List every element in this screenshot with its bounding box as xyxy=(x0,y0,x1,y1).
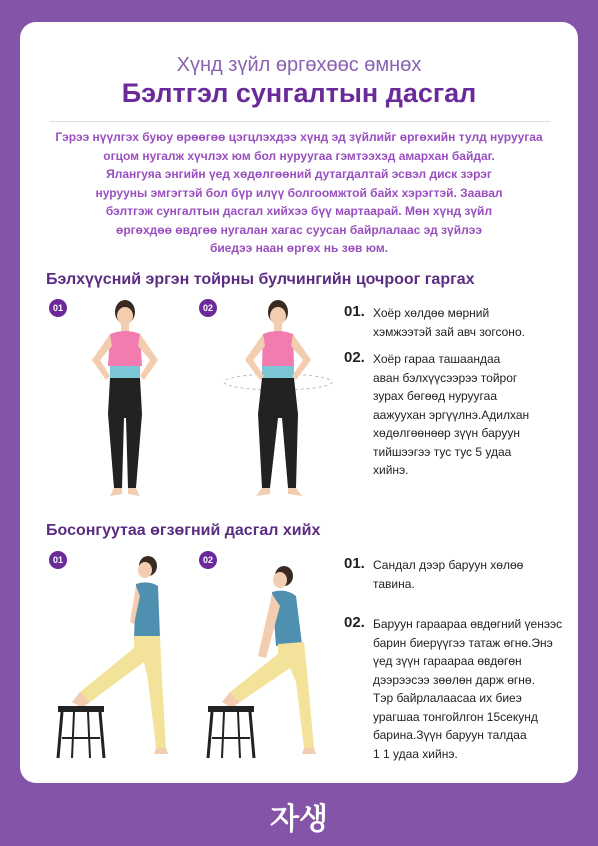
intro-line: нурууны эмгэгтэй бол бүр илүү болгоомжтой байх хэрэгтэй. Заавал xyxy=(95,185,503,200)
section1-title: Бэлхүүсний эргэн тойрны булчингийн цочроог гаргах xyxy=(46,271,475,288)
step-line: аажуухан эргүүлнэ.Адилхан xyxy=(373,407,530,422)
step-line: барин биерүүгээ татаж өгнө.Энэ xyxy=(373,635,553,650)
step-badge: 02 xyxy=(199,299,217,317)
step-item xyxy=(344,304,564,341)
step-line: 1 1 удаа хийнэ. xyxy=(373,746,458,761)
step-line: дээрээсээ зөөлөн дарж өгнө. xyxy=(373,672,535,687)
step-text xyxy=(373,556,564,593)
step-line: тавина. xyxy=(373,576,415,591)
step-number: 02. xyxy=(344,349,365,366)
page-title: Бэлтгэл сунгалтын дасгал xyxy=(121,78,477,108)
intro-line: огцом нугалж хүчлэх юм бол нуруугаа гэмтээхэд амархан байдаг. xyxy=(103,148,495,163)
step-line: Хоёр гараа ташаандаа xyxy=(373,352,501,366)
step-line: хөдөлгөөнөөр зүүн баруун xyxy=(373,426,520,440)
step-number: 01. xyxy=(344,555,365,572)
step-line: тийшээгээ тус тус 5 удаа xyxy=(373,444,512,459)
title-divider xyxy=(50,121,550,122)
step-text xyxy=(373,615,564,763)
step-item xyxy=(344,615,564,763)
content-card xyxy=(20,22,578,783)
step-line: Тэр байрлалаасаа их биеэ xyxy=(373,691,522,705)
step-line: аван бэлхүүсээрээ тойрог xyxy=(373,370,518,385)
step-badge: 02 xyxy=(199,551,217,569)
intro-line: Гэрээ нүүлгэх буюу өрөөгөө цэгцлэхдээ хүнд эд зүйлийг өргөхийн тулд нуруугаа xyxy=(55,130,543,144)
intro-line: өргөхдөө өвдгөө нугалан хагас суусан байрлалаас эд зүйлээ xyxy=(116,222,482,237)
step-line: барина.Зүүн баруун талдаа xyxy=(373,728,527,742)
step-line: Хоёр хөлдөө мөрний xyxy=(373,306,490,320)
step-line: Баруун гараараа өвдөгний үенээс xyxy=(373,617,563,631)
hip-circle-woman-illustration xyxy=(218,294,338,508)
step-line: хийнэ. xyxy=(373,463,409,477)
step-line: урагшаа тонгойлгон 15секунд xyxy=(373,709,538,724)
standing-woman-illustration xyxy=(70,294,180,508)
intro-paragraph xyxy=(38,128,560,258)
forward-stretch-woman-illustration xyxy=(200,552,340,762)
step-item xyxy=(344,350,564,480)
step-badge: 01 xyxy=(49,299,67,317)
step-badge: 01 xyxy=(49,551,67,569)
intro-line: Ялангуяа энгийн үед хөдөлгөөний дутагдалтай эсвэл диск зэрэг xyxy=(106,167,492,181)
intro-line: бэлтгэж сунгалтын дасгал хийхээ бүү мартаарай. Мөн хүнд зүйл xyxy=(105,204,493,218)
step-number: 01. xyxy=(344,303,365,320)
step-line: зурах бөгөөд нуруугаа xyxy=(373,389,498,403)
step-line: хэмжээтэй зай авч зогсоно. xyxy=(373,324,525,339)
step-line: үед зүүн гараараа өвдөгөн xyxy=(373,654,522,668)
page-subtitle: Хүнд зүйл өргөхөөс өмнөх xyxy=(176,54,422,76)
step-text xyxy=(373,304,564,341)
section2-steps xyxy=(344,556,564,772)
section1-steps xyxy=(344,304,564,489)
step-text xyxy=(373,350,564,480)
section2-title: Босонгуутаа өгзөгний дасгал хийх xyxy=(46,522,321,539)
brand-logo: 자생 xyxy=(270,802,328,837)
intro-line: биедээ наан өргөх нь зөв юм. xyxy=(209,241,389,255)
step-line: Сандал дээр баруун хөлөө xyxy=(373,558,524,572)
step-item xyxy=(344,556,564,593)
step-number: 02. xyxy=(344,614,365,631)
foot-on-stool-woman-illustration xyxy=(50,552,190,762)
